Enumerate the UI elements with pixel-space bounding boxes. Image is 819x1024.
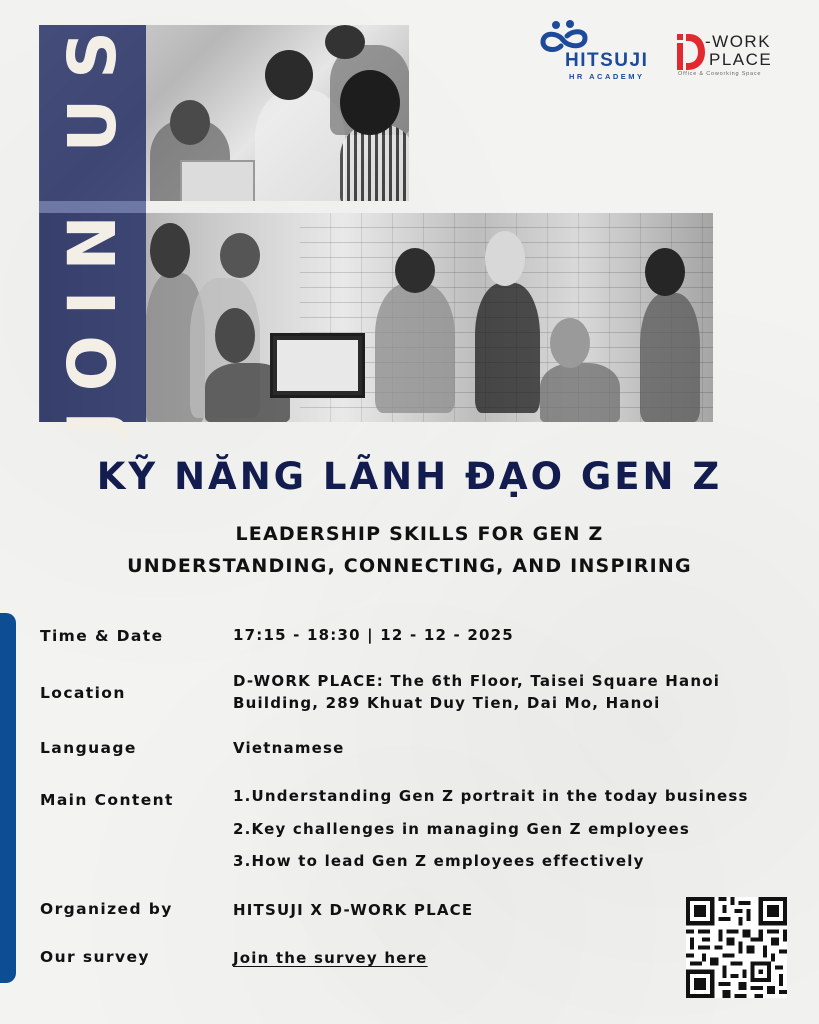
dwork-place-logo [675, 30, 785, 80]
dwork-d-icon [675, 32, 707, 72]
left-accent-bar [0, 613, 16, 983]
time-date-value: 17:15 - 18:30 | 12 - 12 - 2025 [233, 626, 514, 644]
hitsuji-logo [537, 20, 655, 81]
main-content-label: Main Content [40, 791, 174, 809]
main-title: KỸ NĂNG LÃNH ĐẠO GEN Z [96, 455, 723, 498]
language-label: Language [40, 739, 137, 757]
survey-link[interactable]: Join the survey here [233, 949, 428, 967]
location-value-line-2: Building, 289 Khuat Duy Tien, Dai Mo, Hanoi [233, 694, 661, 712]
survey-label: Our survey [40, 948, 150, 966]
subtitle-line-1: LEADERSHIP SKILLS FOR GEN Z [235, 523, 604, 545]
language-value: Vietnamese [233, 739, 345, 757]
subtitle-line-2: UNDERSTANDING, CONNECTING, AND INSPIRING [127, 555, 692, 577]
content-item-3: 3.How to lead Gen Z employees effectively [233, 852, 645, 870]
dwork-line2: PLACE [709, 50, 773, 69]
join-us-text: JOIN US [54, 11, 131, 436]
content-item-2: 2.Key challenges in managing Gen Z employees [233, 820, 690, 838]
location-value-line-1: D-WORK PLACE: The 6th Floor, Taisei Square Hanoi [233, 672, 721, 690]
organized-by-value: HITSUJI X D-WORK PLACE [233, 901, 474, 919]
location-label: Location [40, 684, 126, 702]
content-item-1: 1.Understanding Gen Z portrait in the today business [233, 787, 749, 805]
qr-code-icon[interactable] [686, 897, 787, 998]
hitsuji-infinity-icon [539, 20, 589, 54]
dwork-line1: -WORK [705, 32, 772, 51]
dwork-tagline: Office & Coworking Space [678, 71, 762, 77]
time-date-label: Time & Date [40, 627, 164, 645]
hitsuji-subtitle: HR ACADEMY [569, 72, 645, 81]
qr-code-graphic [686, 897, 787, 998]
organized-by-label: Organized by [40, 900, 173, 918]
hitsuji-name: HITSUJI [565, 50, 649, 71]
